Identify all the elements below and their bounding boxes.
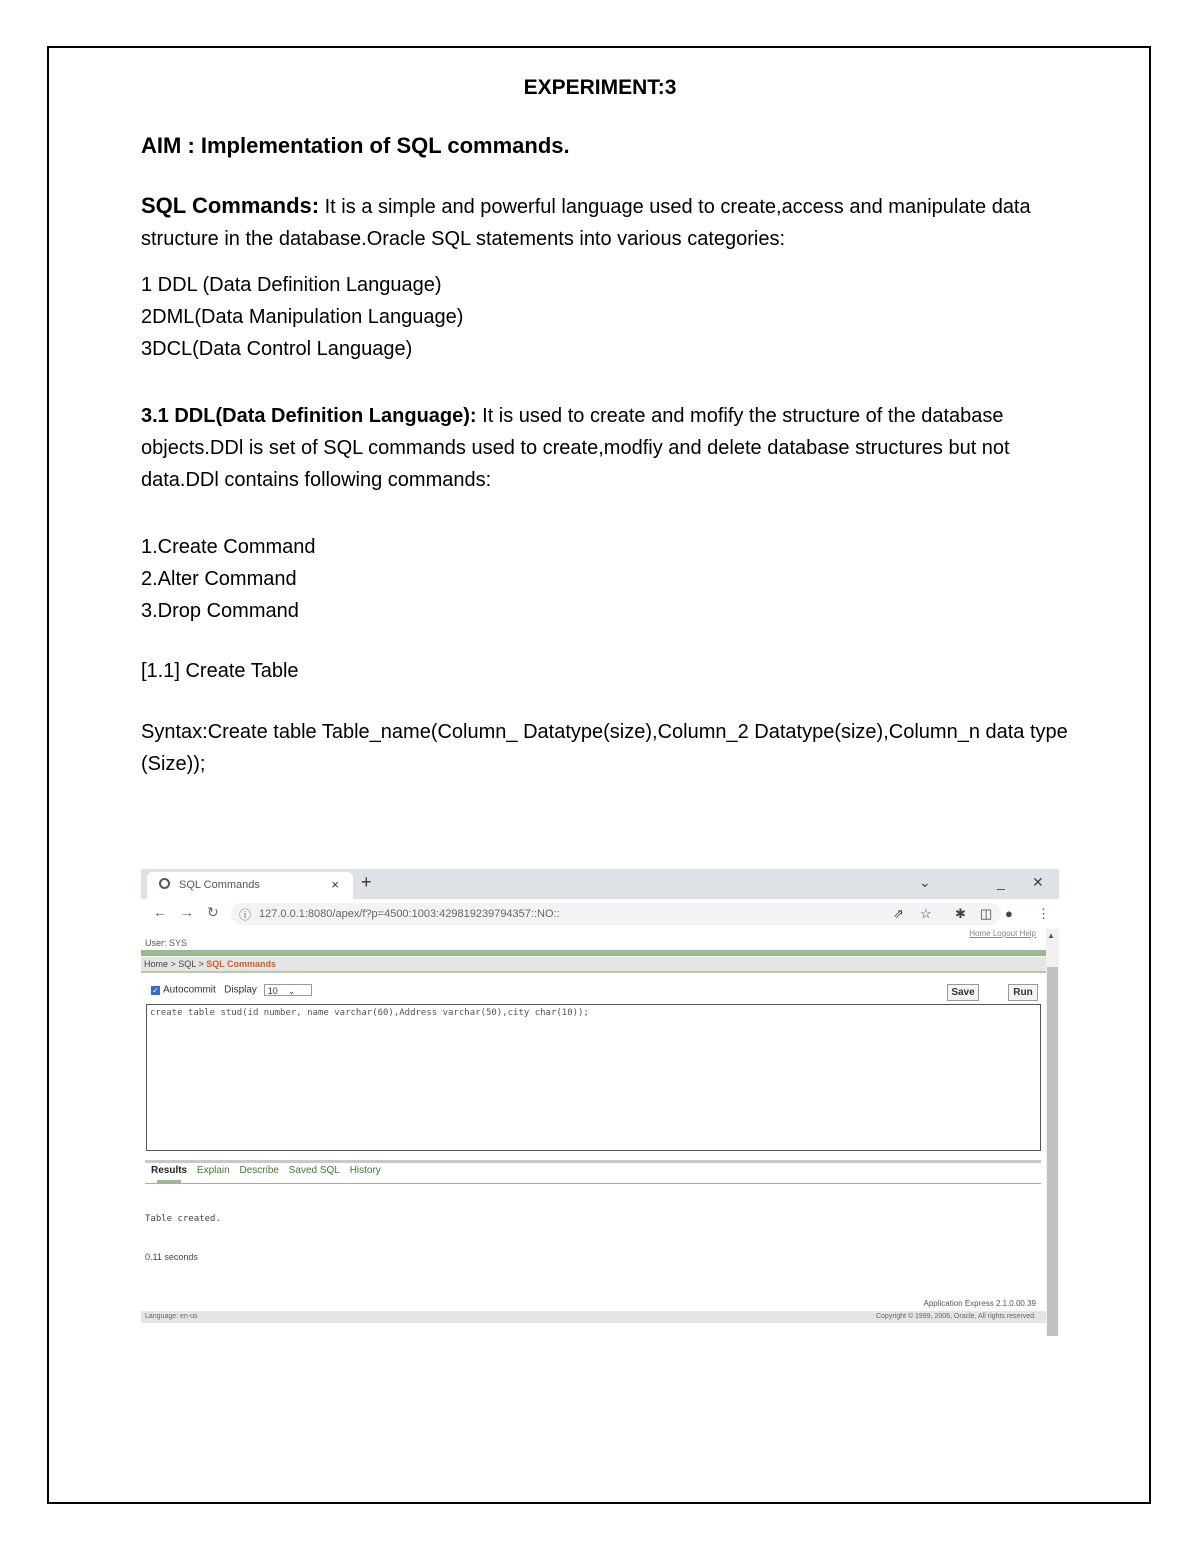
run-button[interactable]: Run: [1008, 984, 1038, 1001]
version-label: Application Express 2.1.0.00.39: [923, 1299, 1036, 1308]
display-label: Display: [224, 984, 257, 996]
divider: [145, 1160, 1041, 1163]
sidebar-icon[interactable]: ◫: [980, 906, 993, 921]
breadcrumb-path[interactable]: Home > SQL >: [144, 959, 207, 969]
star-icon[interactable]: ☆: [920, 906, 932, 921]
autocommit-checkbox[interactable]: ✓: [152, 985, 159, 995]
ddl-label: 3.1 DDL(Data Definition Language):: [141, 405, 477, 427]
scroll-up-icon[interactable]: ▲: [1047, 931, 1055, 940]
divider: [141, 971, 1046, 973]
user-label: User: SYS: [145, 938, 188, 948]
header-bar: [141, 950, 1046, 956]
tab-describe[interactable]: Describe: [239, 1165, 279, 1176]
result-message: Table created.: [145, 1214, 221, 1224]
list-item: 1 DDL (Data Definition Language): [141, 274, 442, 296]
experiment-heading: EXPERIMENT:3: [523, 76, 677, 99]
autocommit-label: Autocommit: [163, 984, 216, 996]
tab-explain[interactable]: Explain: [196, 1165, 230, 1176]
tab-results[interactable]: Results: [151, 1165, 188, 1176]
ddl-commands-list: [141, 531, 1071, 627]
close-tab-icon[interactable]: ×: [331, 877, 339, 892]
sql-intro-label: SQL Commands:: [141, 193, 320, 218]
list-item: 3DCL(Data Control Language): [141, 338, 413, 360]
tab-title: SQL Commands: [179, 879, 260, 891]
globe-icon: [159, 878, 170, 889]
language-label: Language: en-us: [145, 1313, 198, 1320]
tab-history[interactable]: History: [349, 1165, 381, 1176]
display-value: 10: [267, 986, 278, 996]
list-item: 3.Drop Command: [141, 600, 299, 622]
info-icon: ⓘ: [239, 908, 252, 922]
aim-heading: AIM : Implementation of SQL commands.: [141, 133, 570, 158]
ddl-paragraph: [141, 400, 1071, 496]
divider: [145, 1183, 1041, 1184]
ddl-text: It is used to create and mofify the structure of the database objects.DDl is set of SQL commands used to create,modfiy and delete database structures but not data.DDl contains following commands:: [141, 405, 1010, 491]
tab-saved-sql[interactable]: Saved SQL: [288, 1165, 340, 1176]
breadcrumb: [141, 957, 1046, 971]
extensions-icon[interactable]: ✱: [955, 906, 966, 921]
back-icon[interactable]: ←: [153, 904, 167, 920]
url-text: 127.0.0.1:8080/apex/f?p=4500:1003:429819239794357::NO::: [259, 908, 560, 920]
list-item: 2DML(Data Manipulation Language): [141, 306, 464, 328]
reload-icon[interactable]: ↻: [207, 904, 219, 920]
create-table-heading: [1.1] Create Table: [141, 660, 299, 682]
browser-tab[interactable]: [147, 872, 353, 899]
chevron-down-icon[interactable]: ⌄: [919, 874, 931, 890]
minimize-icon[interactable]: _: [997, 874, 1005, 890]
syntax-text: Syntax:Create table Table_name(Column_ Datatype(size),Column_2 Datatype(size),Column_n data type (Size));: [141, 721, 1068, 775]
address-bar-row: [141, 899, 1059, 929]
profile-icon[interactable]: ●: [1005, 906, 1013, 921]
share-icon[interactable]: ⇗: [893, 906, 904, 921]
elapsed-time: 0.11 seconds: [145, 1252, 198, 1262]
close-window-icon[interactable]: ✕: [1032, 874, 1044, 890]
top-links[interactable]: Home Logout Help: [969, 929, 1036, 938]
copyright-label: Copyright © 1999, 2006, Oracle. All rights reserved.: [875, 1313, 1036, 1320]
browser-tab-bar: [141, 869, 1059, 899]
url-field[interactable]: [231, 903, 1001, 925]
list-item: 1.Create Command: [141, 536, 316, 558]
menu-icon[interactable]: ⋮: [1037, 906, 1050, 921]
save-button[interactable]: Save: [947, 984, 979, 1001]
sql-intro-text: It is a simple and powerful language used to create,access and manipulate data structure in the database.Oracle SQL statements into various categories:: [141, 196, 1031, 250]
new-tab-button[interactable]: +: [361, 872, 372, 892]
sql-controls: [151, 984, 312, 996]
forward-icon[interactable]: →: [180, 904, 194, 920]
result-tabs: [151, 1165, 388, 1176]
browser-screenshot: [141, 869, 1059, 1336]
sql-intro-paragraph: [141, 190, 1071, 255]
scrollbar-thumb[interactable]: [1047, 967, 1058, 1336]
display-select[interactable]: 10 ⌄: [264, 984, 312, 996]
sql-editor[interactable]: create table stud(id number, name varchar(60),Address varchar(50),city char(10));: [146, 1004, 1041, 1151]
categories-list: [141, 269, 1071, 365]
apex-page: [141, 929, 1046, 1336]
breadcrumb-current: SQL Commands: [206, 959, 277, 969]
footer: [141, 1311, 1046, 1323]
list-item: 2.Alter Command: [141, 568, 297, 590]
